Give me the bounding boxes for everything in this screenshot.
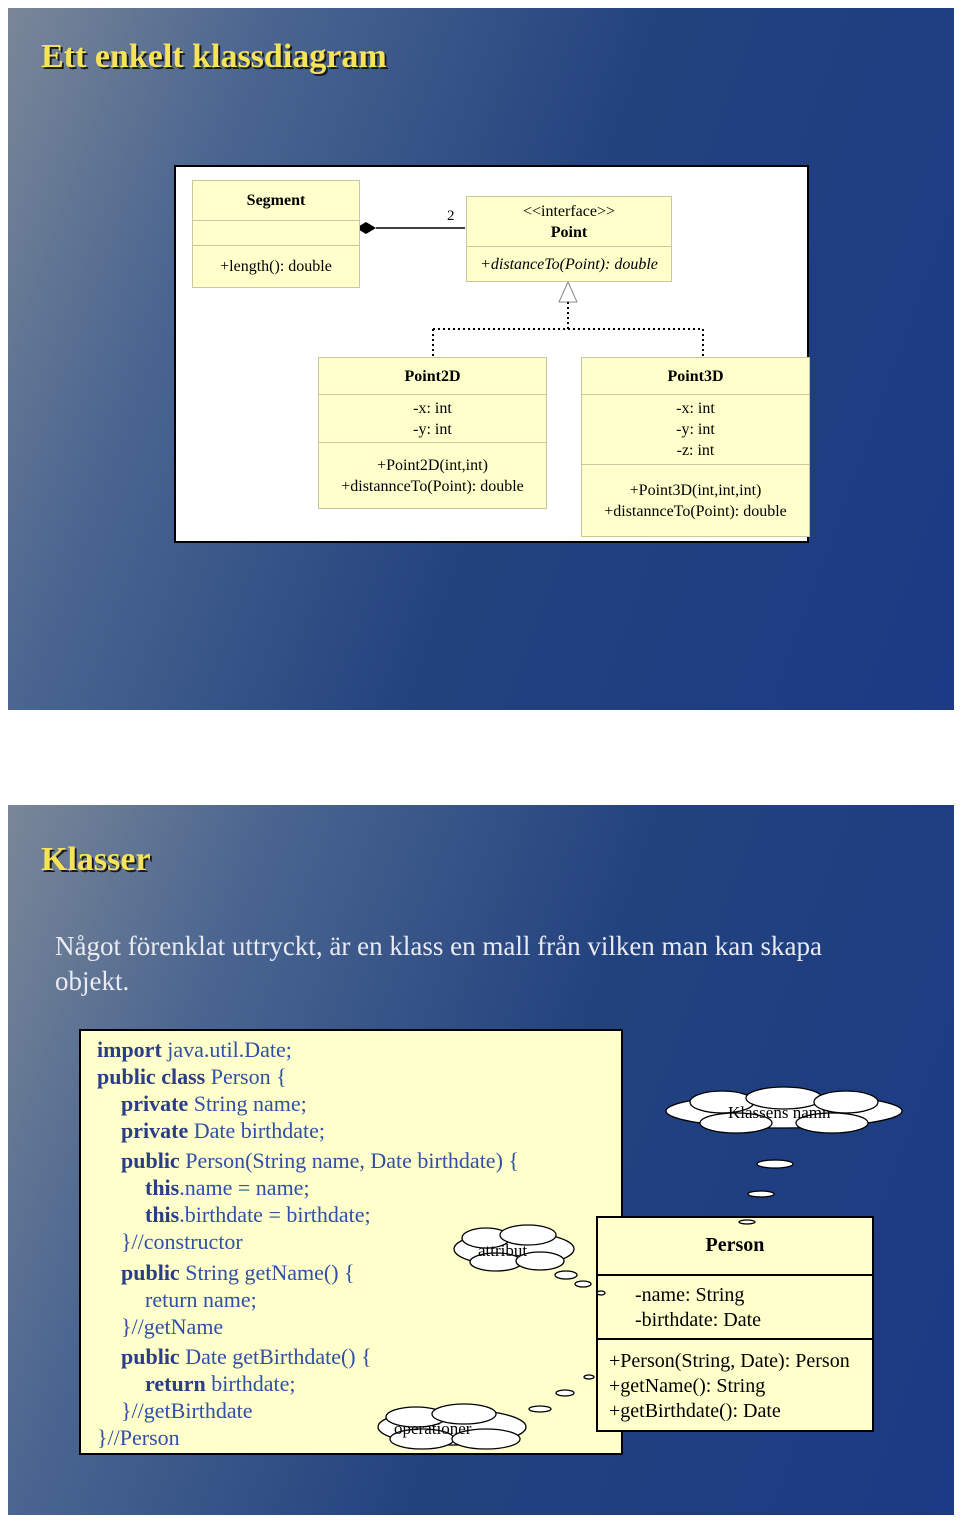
callouts-layer bbox=[8, 805, 954, 1515]
code-line: }//Person bbox=[97, 1425, 180, 1450]
person-operation: +getBirthdate(): Date bbox=[609, 1400, 781, 1422]
diagram-panel bbox=[174, 165, 809, 543]
slide-class-diagram bbox=[8, 8, 954, 710]
interface-point bbox=[466, 196, 672, 282]
point-name: Point bbox=[550, 223, 588, 241]
thought-bubble bbox=[739, 1220, 755, 1224]
point2d-name: Point2D bbox=[404, 367, 461, 385]
thought-bubble bbox=[529, 1406, 551, 1412]
thought-bubble bbox=[757, 1160, 793, 1168]
point3d-name-section bbox=[582, 358, 809, 395]
person-attribute: -birthdate: Date bbox=[635, 1309, 762, 1331]
point2d-operation: +distannceTo(Point): double bbox=[341, 477, 524, 495]
point-operations-section bbox=[467, 247, 671, 281]
point2d-attributes-section bbox=[319, 395, 546, 443]
point-stereotype: <<interface>> bbox=[522, 202, 616, 220]
point2d-attribute: -y: int bbox=[413, 420, 452, 438]
slide-title: Klasser bbox=[41, 841, 151, 878]
body-line: objekt. bbox=[55, 966, 130, 996]
class-point2d bbox=[318, 357, 547, 509]
segment-name: Segment bbox=[246, 192, 306, 209]
code-line: public class Person { bbox=[97, 1064, 287, 1089]
attribute-callout: attribut bbox=[478, 1241, 528, 1260]
thought-bubble bbox=[555, 1271, 577, 1279]
point2d-name-section bbox=[319, 358, 546, 395]
point-operation: +distanceTo(Point): double bbox=[480, 255, 658, 273]
thought-bubble bbox=[575, 1281, 591, 1287]
point3d-operations-section bbox=[582, 465, 809, 536]
point3d-attributes-section bbox=[582, 395, 809, 465]
point3d-attribute: -z: int bbox=[676, 442, 715, 459]
person-name: Person bbox=[705, 1234, 765, 1256]
multiplicity-label: 2 bbox=[447, 208, 455, 224]
code-line: }//getName bbox=[121, 1314, 224, 1339]
point2d-attribute: -x: int bbox=[413, 399, 452, 417]
point3d-operation: +Point3D(int,int,int) bbox=[629, 481, 762, 499]
point2d-operations-section bbox=[319, 443, 546, 508]
thought-bubble bbox=[584, 1375, 594, 1379]
class-point3d bbox=[581, 357, 810, 537]
realization-arrowhead bbox=[559, 282, 577, 302]
class-segment bbox=[192, 180, 360, 288]
code-line: this.birthdate = birthdate; bbox=[145, 1202, 371, 1227]
thought-bubble bbox=[748, 1191, 774, 1197]
code-line: public String getName() { bbox=[121, 1260, 355, 1285]
code-line: }//getBirthdate bbox=[121, 1398, 253, 1423]
point3d-name: Point3D bbox=[667, 367, 724, 385]
code-line: private Date birthdate; bbox=[121, 1118, 326, 1143]
segment-name-section bbox=[193, 181, 359, 221]
segment-attributes-section bbox=[193, 221, 359, 246]
code-line: return birthdate; bbox=[145, 1371, 296, 1396]
operations-callout: operationer bbox=[394, 1419, 472, 1438]
segment-operation: +length(): double bbox=[220, 258, 332, 275]
code-line: import java.util.Date; bbox=[97, 1037, 292, 1062]
point2d-operation: +Point2D(int,int) bbox=[377, 456, 488, 474]
person-operation: +getName(): String bbox=[609, 1375, 766, 1397]
thought-bubble bbox=[597, 1291, 605, 1295]
point3d-attribute: -y: int bbox=[676, 421, 715, 438]
code-line: }//constructor bbox=[121, 1229, 243, 1254]
person-attribute: -name: String bbox=[635, 1284, 745, 1306]
class-name-callout: Klassens namn bbox=[728, 1103, 831, 1122]
code-line: this.name = name; bbox=[145, 1175, 310, 1200]
body-line: Något förenklat uttryckt, är en klass en mall från vilken man kan skapa bbox=[55, 931, 822, 961]
code-line: public Person(String name, Date birthdate) { bbox=[121, 1148, 519, 1173]
point-name-section bbox=[467, 197, 671, 247]
point3d-operation: +distannceTo(Point): double bbox=[604, 502, 787, 520]
point3d-attribute: -x: int bbox=[676, 400, 715, 417]
code-line: return name; bbox=[145, 1287, 257, 1312]
segment-operations-section bbox=[193, 246, 359, 287]
code-line: private String name; bbox=[121, 1091, 307, 1116]
code-line: public Date getBirthdate() { bbox=[121, 1344, 372, 1369]
thought-bubble bbox=[556, 1390, 574, 1396]
slide-classes bbox=[8, 805, 954, 1515]
slide-title: Ett enkelt klassdiagram bbox=[41, 38, 387, 75]
person-operation: +Person(String, Date): Person bbox=[609, 1350, 850, 1372]
